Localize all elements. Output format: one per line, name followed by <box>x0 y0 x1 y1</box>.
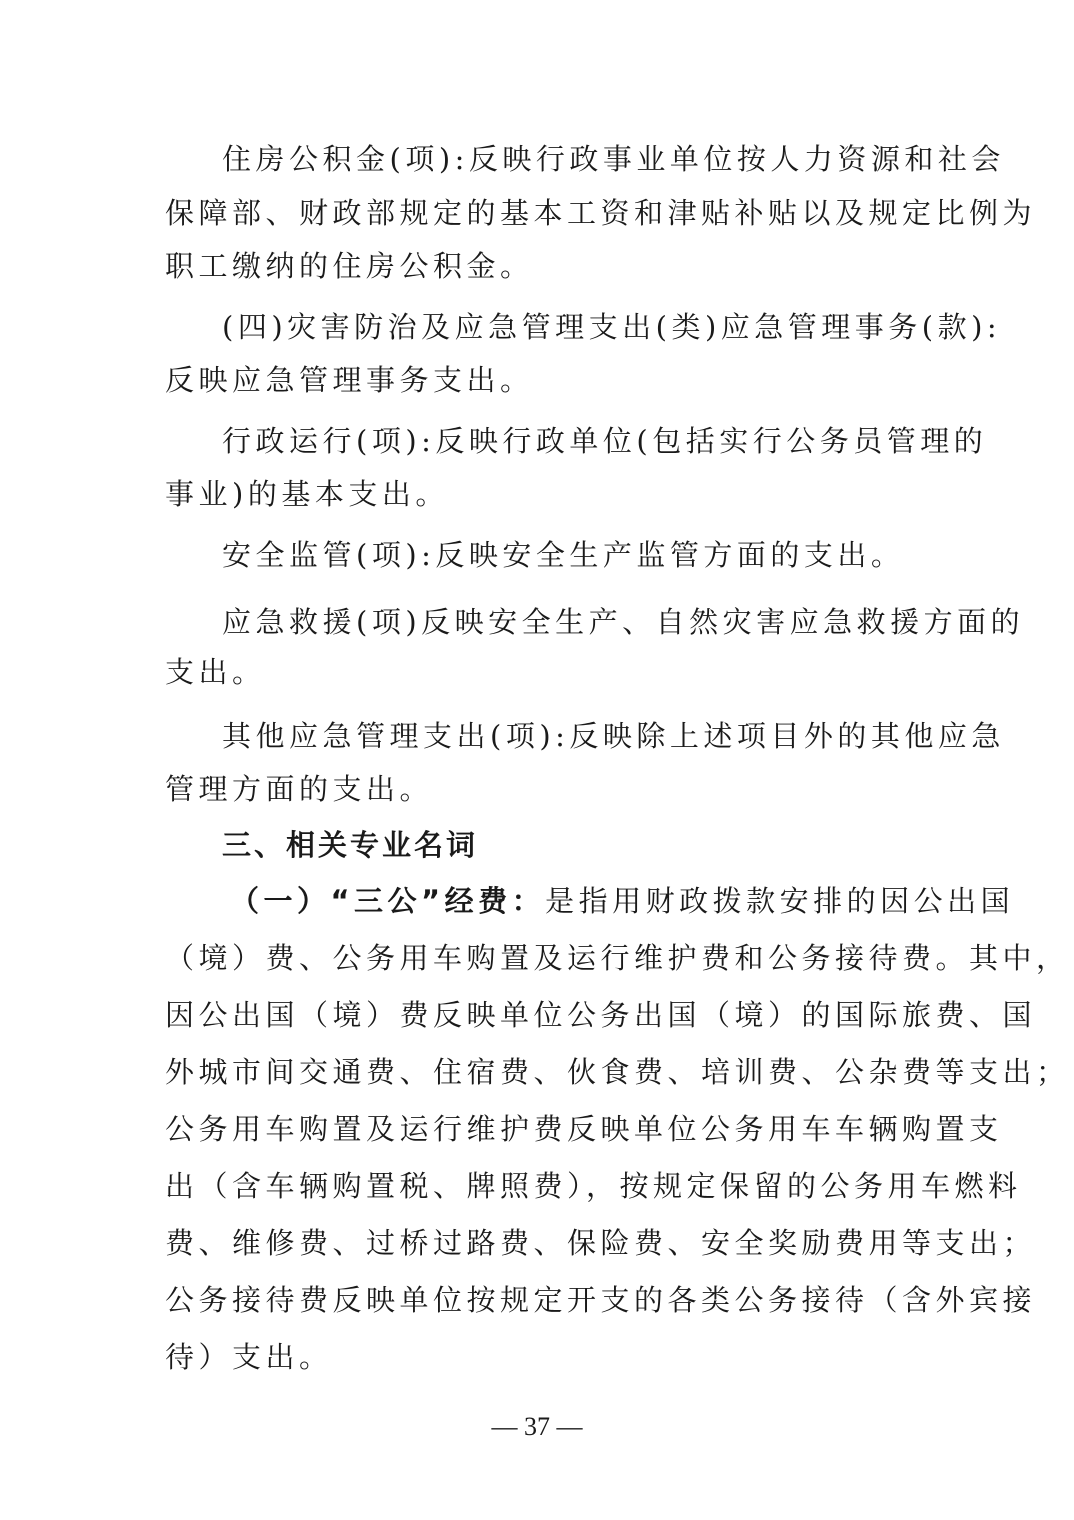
para-three-public-line-4: 外城市间交通费、住宿费、伙食费、培训费、公杂费等支出； <box>165 1055 1070 1089</box>
para-three-public-line-5: 公务用车购置及运行维护费反映单位公务用车车辆购置支 <box>165 1112 1003 1146</box>
para-three-public-line-6: 出（含车辆购置税、牌照费），按规定保留的公务用车燃料 <box>165 1169 1022 1203</box>
section-heading: 三、相关专业名词 <box>222 828 479 862</box>
term-three-public-funds: （一）“三公”经费： <box>230 884 546 918</box>
para-disaster-line-2: 反映应急管理事务支出。 <box>165 363 534 397</box>
para-safety-supervision: 安全监管(项):反映安全生产监管方面的支出。 <box>222 538 905 572</box>
page-number: — 37 — <box>491 1412 583 1441</box>
para-other-emergency-line-2: 管理方面的支出。 <box>165 772 434 806</box>
para-emergency-rescue-line-1: 应急救援(项)反映安全生产、自然灾害应急救援方面的 <box>222 605 1025 639</box>
para-admin-operation-line-2: 事业)的基本支出。 <box>165 477 449 511</box>
para-three-public-line-8: 公务接待费反映单位按规定开支的各类公务接待（含外宾接 <box>165 1283 1037 1317</box>
para-disaster-line-1: (四)灾害防治及应急管理支出(类)应急管理事务(款): <box>222 310 1002 344</box>
para-three-public-line-9: 待）支出。 <box>165 1340 333 1374</box>
para-other-emergency-line-1: 其他应急管理支出(项):反映除上述项目外的其他应急 <box>222 719 1005 753</box>
para-three-public-line-3: 因公出国（境）费反映单位公务出国（境）的国际旅费、国 <box>165 998 1037 1032</box>
para-three-public-line-7: 费、维修费、过桥过路费、保险费、安全奖励费用等支出； <box>165 1226 1037 1260</box>
para-housing-fund-line-3: 职工缴纳的住房公积金。 <box>165 249 534 283</box>
para-three-public-line-1 <box>230 881 1015 921</box>
para-admin-operation-line-1: 行政运行(项):反映行政单位(包括实行公务员管理的 <box>222 424 988 458</box>
para-housing-fund-line-2: 保障部、财政部规定的基本工资和津贴补贴以及规定比例为 <box>165 196 1037 230</box>
para-emergency-rescue-line-2: 支出。 <box>165 655 266 689</box>
para-three-public-line-2: （境）费、公务用车购置及运行维护费和公务接待费。其中， <box>165 941 1070 975</box>
term-definition: 是指用财政拨款安排的因公出国 <box>545 884 1015 918</box>
para-housing-fund-line-1: 住房公积金(项):反映行政事业单位按人力资源和社会 <box>222 142 1005 176</box>
